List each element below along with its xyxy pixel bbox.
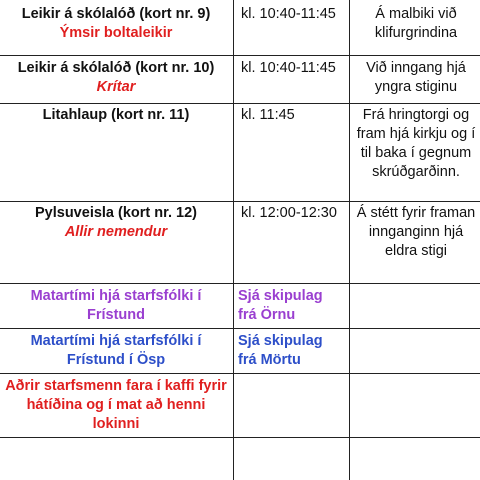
table-row — [0, 56, 480, 104]
activity-cell — [0, 0, 234, 56]
location-text: Á malbiki við klifurgrindina — [374, 6, 458, 41]
activity-title: Leikir á skólalóð (kort nr. 9) — [21, 6, 211, 22]
table-row — [0, 438, 480, 480]
activity-cell — [0, 329, 234, 374]
time-text: kl. 10:40-11:45 — [241, 6, 336, 22]
activity-cell — [0, 104, 234, 202]
time-text: kl. 10:40-11:45 — [241, 60, 336, 76]
schedule-reference: Sjá skipulag frá Mörtu — [238, 333, 323, 368]
activity-title: Pylsuveisla (kort nr. 12) — [35, 205, 197, 221]
time-cell — [234, 438, 350, 480]
location-text: Frá hringtorgi og fram hjá kirkju og í til baka í gegnum skrúðgarðinn. — [356, 107, 476, 180]
time-cell — [234, 56, 350, 104]
location-cell — [350, 56, 480, 104]
table-row — [0, 374, 480, 438]
activity-title: Litahlaup (kort nr. 11) — [42, 107, 190, 123]
location-cell — [350, 284, 480, 329]
activity-title: Matartími hjá starfsfólki í Frístund — [30, 288, 202, 323]
activity-cell — [0, 202, 234, 284]
time-cell — [234, 202, 350, 284]
activity-cell — [0, 374, 234, 438]
location-text: Á stétt fyrir framan innganginn hjá eldra stigi — [356, 205, 476, 259]
time-cell — [234, 284, 350, 329]
location-cell — [350, 329, 480, 374]
location-text: Við inngang hjá yngra stiginu — [366, 60, 466, 95]
time-text: kl. 12:00-12:30 — [241, 205, 337, 221]
table-row — [0, 202, 480, 284]
time-cell — [234, 374, 350, 438]
activity-title: Aðrir starfsmenn fara í kaffi fyrir hátíðina og í mat að henni lokinni — [5, 378, 227, 432]
activity-title: Leikir á skólalóð (kort nr. 10) — [17, 60, 215, 76]
activity-note: Allir nemendur — [64, 224, 168, 240]
table-row — [0, 0, 480, 56]
location-cell — [350, 0, 480, 56]
activity-cell — [0, 56, 234, 104]
location-cell — [350, 104, 480, 202]
activity-title: Matartími hjá starfsfólki í Frístund í Ösp — [30, 333, 202, 368]
table-row — [0, 329, 480, 374]
schedule-reference: Sjá skipulag frá Örnu — [238, 288, 323, 323]
time-cell — [234, 329, 350, 374]
time-cell — [234, 0, 350, 56]
activity-cell — [0, 438, 234, 480]
location-cell — [350, 202, 480, 284]
activity-note: Ýmsir boltaleikir — [59, 25, 173, 41]
activity-note: Krítar — [96, 79, 136, 95]
location-cell — [350, 438, 480, 480]
location-cell — [350, 374, 480, 438]
table-row — [0, 284, 480, 329]
time-text: kl. 11:45 — [241, 107, 295, 123]
table-row — [0, 104, 480, 202]
time-cell — [234, 104, 350, 202]
activity-cell — [0, 284, 234, 329]
